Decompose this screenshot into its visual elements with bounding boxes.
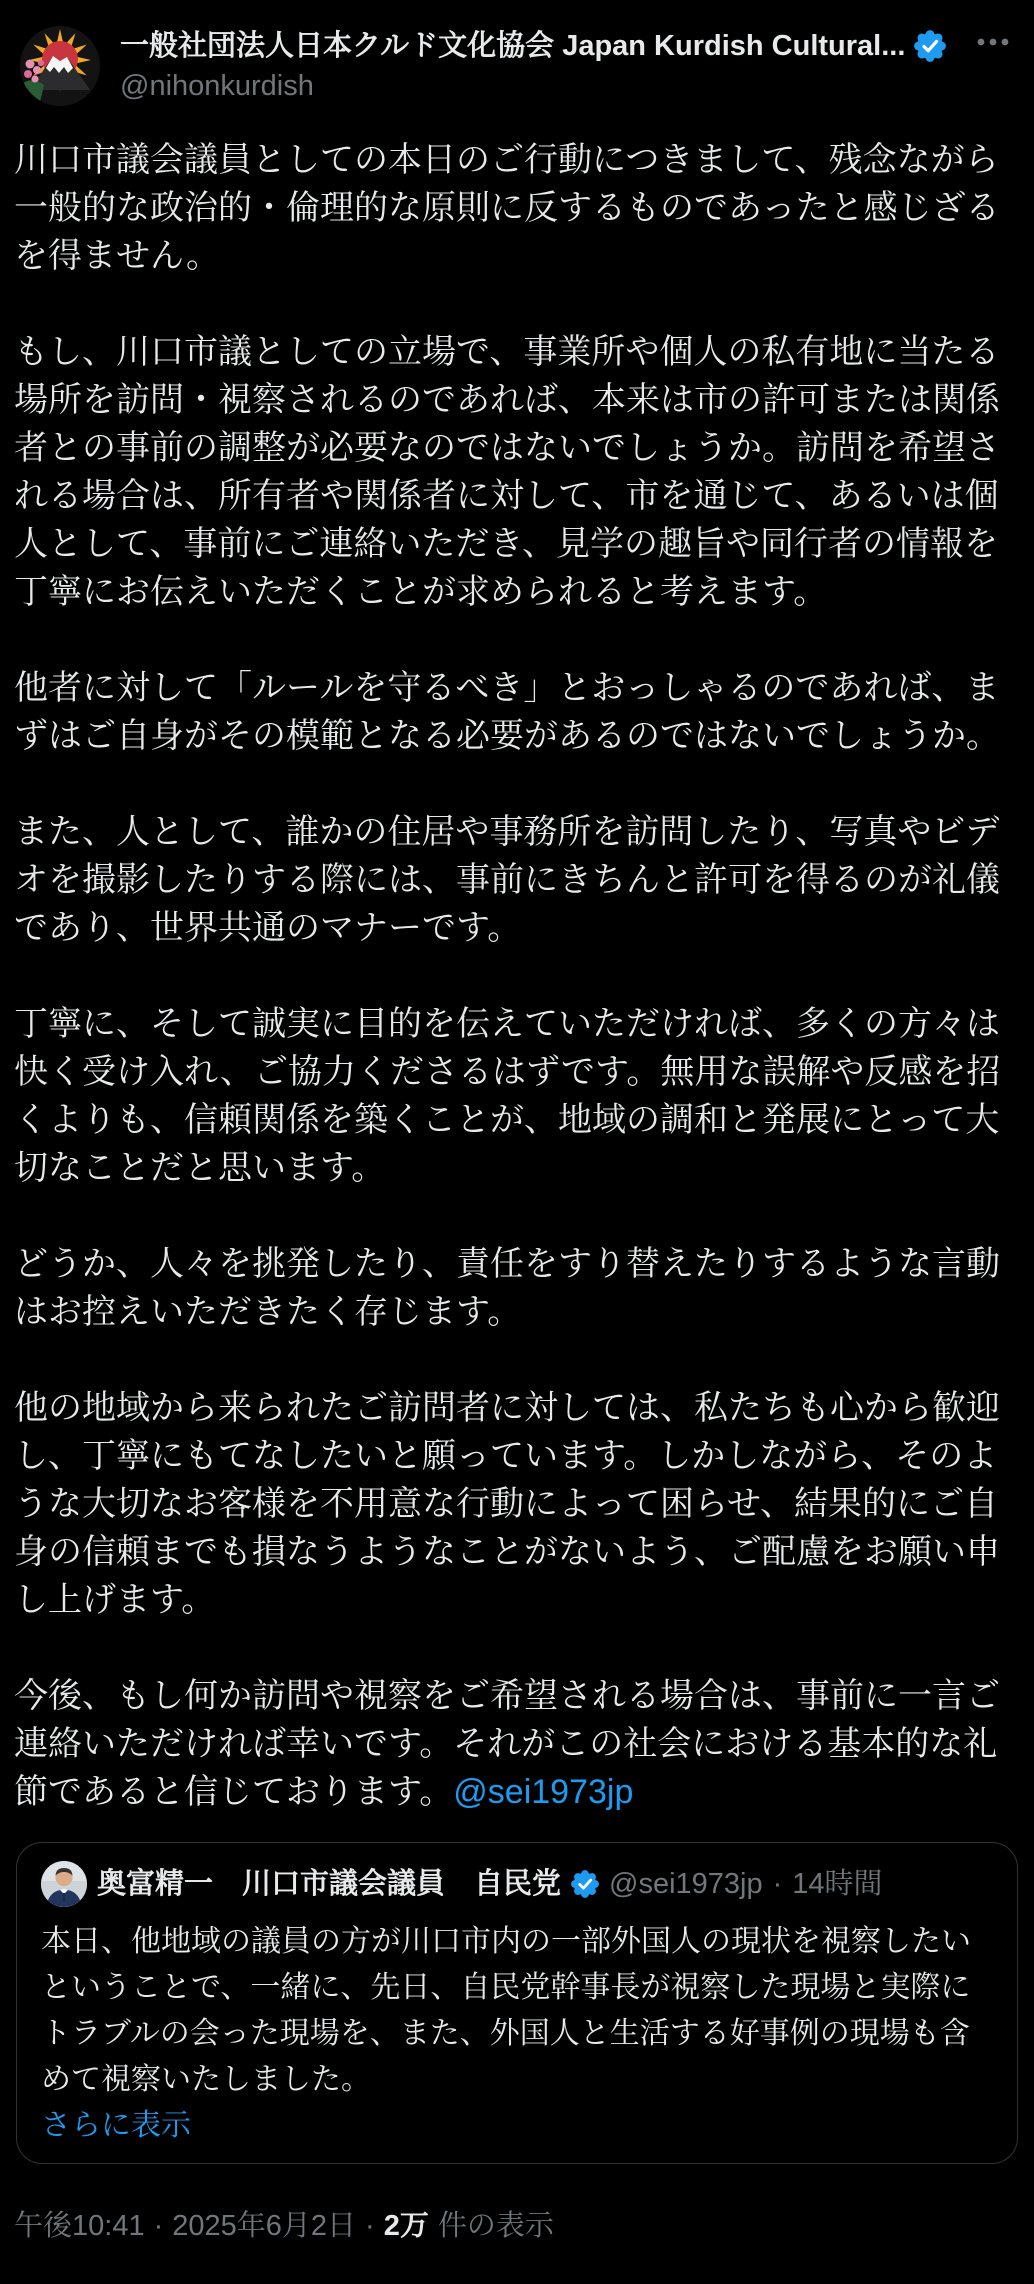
tweet-paragraph: もし、川口市議としての立場で、事業所や個人の私有地に当たる場所を訪問・視察されるのであれば、本来は市の許可または関係者との事前の調整が必要なのではないでしょうか。訪問を希望される場合は、所有者や関係者に対して、市を通じて、あるいは個人として、事前にご連絡いただき、見学の趣旨や同行者の情報を丁寧にお伝えいただくことが求められると考えます。 [14,333,1000,611]
quoted-tweet-header [41,1861,993,1907]
more-options-button[interactable] [972,26,1014,61]
tweet-paragraph: 丁寧に、そして誠実に目的を伝えていただければ、多くの方々は快く受け入れ、ご協力くださるはずです。無用な誤解や反感を招くよりも、信頼関係を築くことが、地域の調和と発展にとって大切なことだと思います。 [14,1005,1001,1187]
tweet-header [0,18,1034,106]
author-id-block [120,26,960,103]
views-label: 件の表示 [437,2210,554,2242]
author-display-name[interactable]: 一般社団法人日本クルド文化協会 Japan Kurdish Cultural... [120,30,906,62]
author-avatar[interactable] [20,26,100,106]
quoted-verified-badge-icon [571,1870,599,1898]
tweet-paragraph: また、人として、誰かの住居や事務所を訪問したり、写真やビデオを撮影したりする際には、事前にきちんと許可を得るのが礼儀であり、世界共通のマナーです。 [14,813,1000,947]
post-date: 2025年6月2日 [172,2210,357,2242]
views-count: 2万 [383,2210,429,2242]
tweet-meta-footer [0,2208,1034,2244]
quoted-tweet-text: 本日、他地域の議員の方が川口市内の一部外国人の現状を視察したいということで、一緒に、先日、自民党幹事長が視察した現場と実際にトラブルの会った現場を、また、外国人と生活する好事例の現場も含めて視察いたしました。 [41,1925,971,2096]
verified-badge-icon [914,30,946,62]
quoted-tweet-card[interactable] [16,1842,1018,2164]
tweet-paragraph: 他者に対して「ルールを守るべき」とおっしゃるのであれば、まずはご自身がその模範となる必要があるのではないでしょうか。 [14,669,1000,755]
quoted-timestamp: 14時間 [792,1868,883,1900]
show-more-link[interactable]: さらに表示 [41,2109,191,2142]
quoted-author-display-name: 奥富精一 川口市議会議員 自民党 [97,1868,562,1900]
separator-dot: · [365,2210,375,2242]
post-time: 午後10:41 [14,2210,145,2242]
tweet-text [0,136,1034,1816]
quoted-author-handle: @sei1973jp [609,1868,763,1900]
author-handle[interactable]: @nihonkurdish [120,70,314,102]
tweet-paragraph: 今後、もし何か訪問や視察をご希望される場合は、事前に一言ご連絡いただければ幸いです。それがこの社会における基本的な礼節であると信じております。@sei1973jp [14,1677,1000,1811]
mention-link[interactable]: @sei1973jp [453,1773,634,1811]
separator-dot: · [772,1868,783,1900]
quoted-author-avatar [41,1861,87,1907]
tweet-paragraph: どうか、人々を挑発したり、責任をすり替えたりするような言動はお控えいただきたく存じます。 [14,1245,1000,1331]
tweet-paragraph: 川口市議会議員としての本日のご行動につきまして、残念ながら一般的な政治的・倫理的な原則に反するものであったと感じざるを得ません。 [14,141,1000,275]
portrait-man-icon [41,1861,87,1907]
mount-fuji-sunrise-logo-icon [20,93,100,106]
separator-dot: · [153,2210,164,2242]
tweet-paragraph: 他の地域から来られたご訪問者に対しては、私たちも心から歓迎し、丁寧にもてなしたいと願っています。しかしながら、そのような大切なお客様を不用意な行動によって困らせ、結果的にご自身の信頼までも損なうようなことがないよう、ご配慮をお願い申し上げます。 [14,1389,1000,1619]
more-horizontal-icon [976,36,1010,51]
